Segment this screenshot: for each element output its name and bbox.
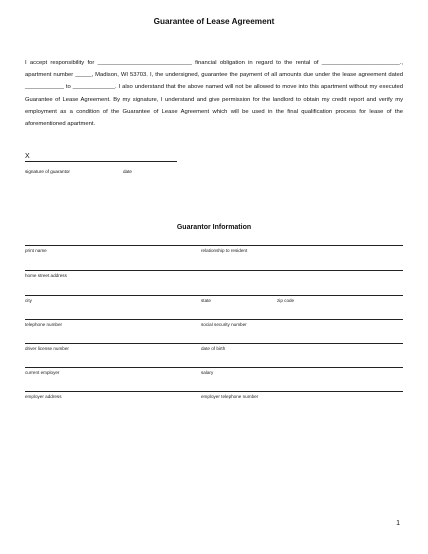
- signature-line[interactable]: [25, 161, 177, 162]
- print-name-line[interactable]: [25, 245, 403, 246]
- ssn-label: social security number: [201, 322, 247, 327]
- city-state-zip-line[interactable]: [25, 295, 403, 296]
- state-label: state: [201, 298, 211, 303]
- employer-line[interactable]: [25, 367, 403, 368]
- signature-x-mark: X: [25, 153, 30, 160]
- city-label: city: [25, 298, 32, 303]
- zip-label: zip code: [277, 298, 295, 303]
- home-address-line[interactable]: [25, 270, 403, 271]
- document-title: Guarantee of Lease Agreement: [153, 17, 275, 26]
- date-label: date: [123, 169, 132, 174]
- employer-phone-label: employer telephone number: [201, 394, 259, 399]
- home-address-label: home street address: [25, 273, 67, 278]
- guarantor-section-title: Guarantor Information: [176, 224, 252, 231]
- print-name-label: print name: [25, 248, 47, 253]
- telephone-line[interactable]: [25, 319, 403, 320]
- license-line[interactable]: [25, 343, 403, 344]
- license-label: driver license number: [25, 346, 69, 351]
- employer-address-label: employer address: [25, 394, 62, 399]
- dob-label: date of birth: [201, 346, 226, 351]
- telephone-label: telephone number: [25, 322, 63, 327]
- employer-label: current employer: [25, 370, 60, 375]
- page-number: 1: [396, 520, 400, 527]
- signature-label: signature of guarantor: [25, 169, 70, 174]
- employer-address-line[interactable]: [25, 391, 403, 392]
- guarantee-paragraph: I accept responsibility for _____________________________ financial obligation in regard to the rental of ________________________., apartment number _____, Madison, WI 53703. I, the undersigned, guarantee the payment of all amounts due under the lease agreement dated ____________ to _____________. I also understand that the above named will not be allowed to move into this apartment without my executed Guarantee of Lease Agreement. By my signature, I understand and give permission for the landlord to obtain my credit report and verify my employment as a condition of the Guarantee of Lease Agreement which will be used in the final qualification process for lease of the aforementioned apartment.: [25, 60, 403, 128]
- relationship-label: relationship to resident: [201, 248, 248, 253]
- salary-label: salary: [201, 370, 214, 375]
